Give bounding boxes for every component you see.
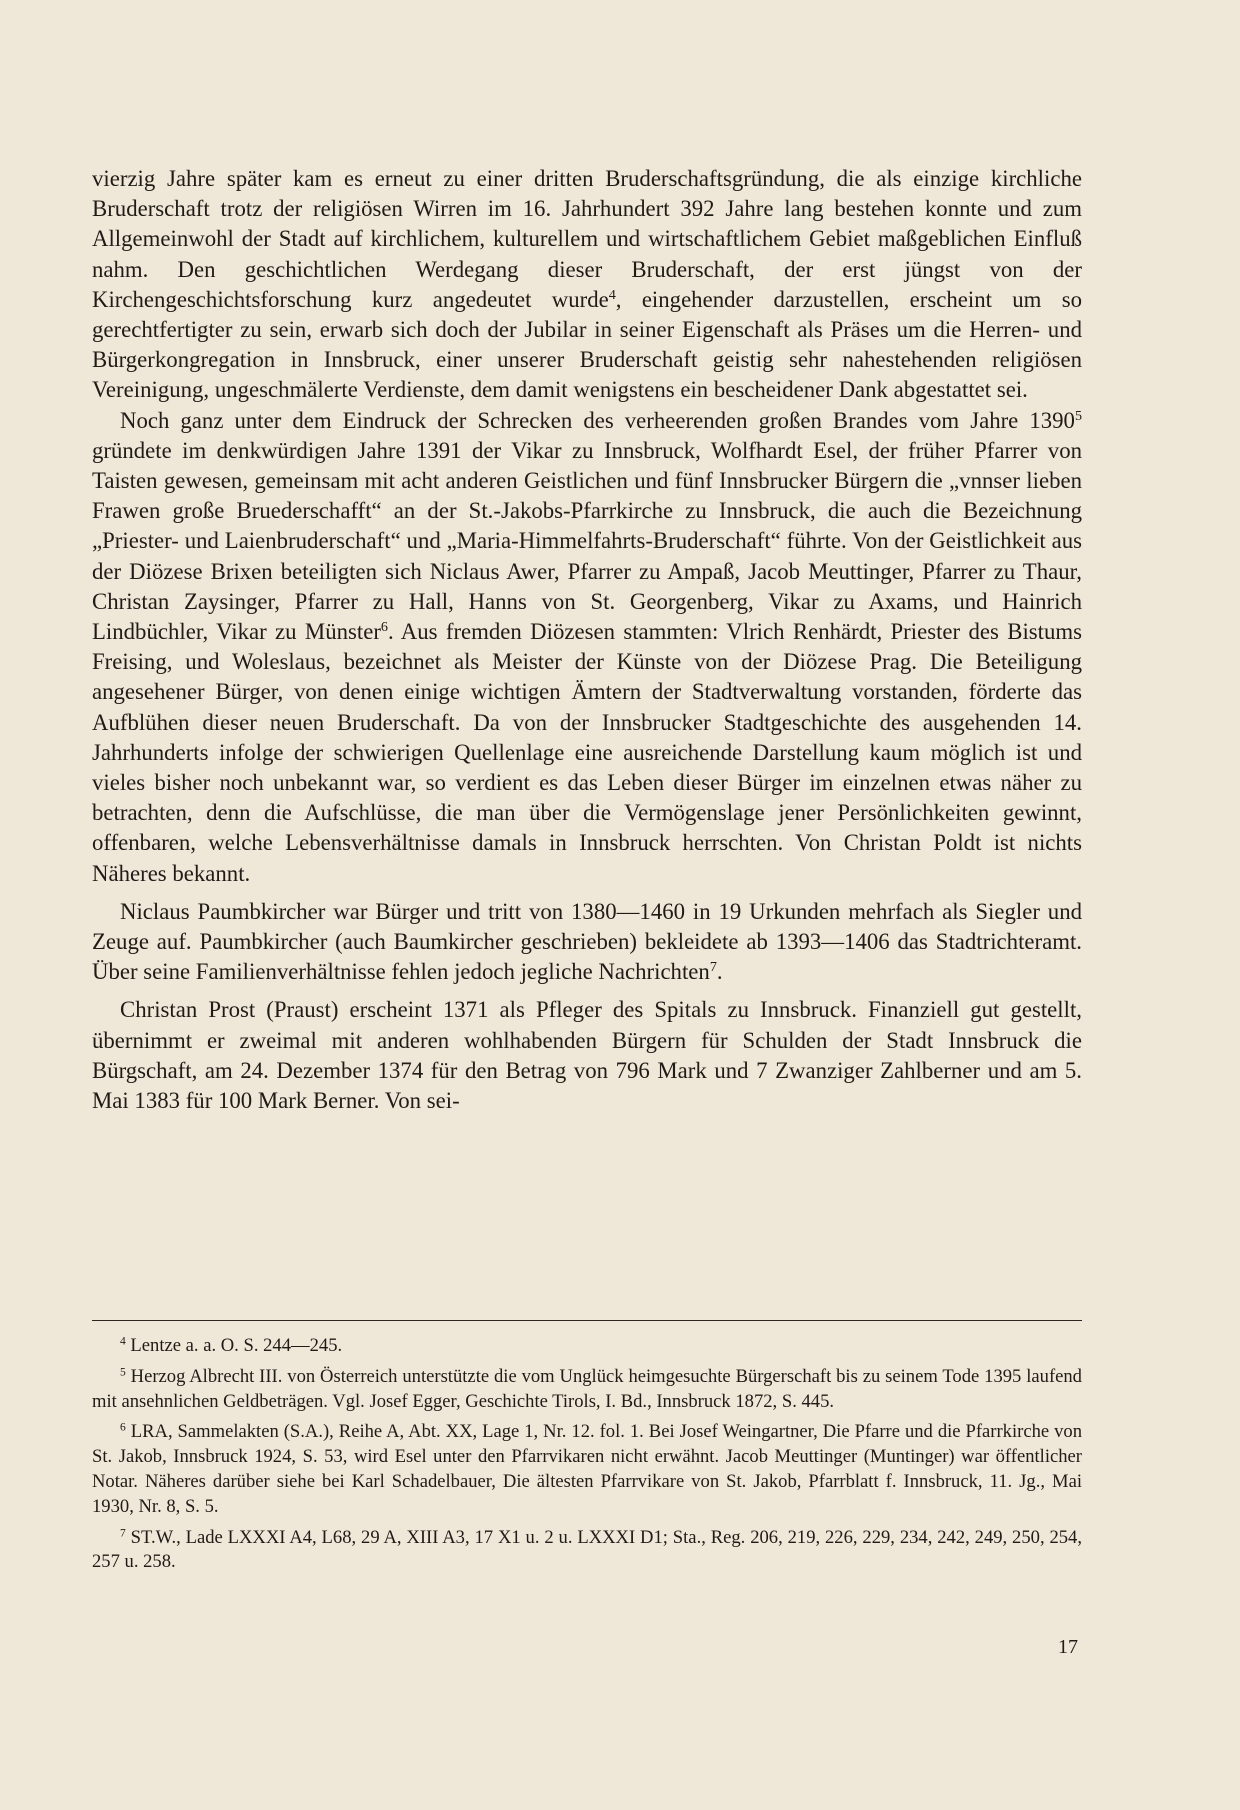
body-text [92, 164, 1082, 1116]
footnote-4: $^4$ Lentze a. a. O. S. 244—245. [120, 1335, 343, 1356]
footnote-ref-5[interactable]: 5 [1074, 407, 1082, 424]
footnote-ref-6[interactable]: 6 [380, 619, 388, 636]
page-number: 17 [1058, 1636, 1078, 1658]
footnote-6: $^6$ LRA, Sammelakten (S.A.), Reihe A, Abt. XX, Lage 1, Nr. 12. fol. 1. Bei Josef Weingartner, Die Pfarre und die Pfarrkirche von St. Jakob, Innsbruck 1924, S. 53, wird Esel unter den Pfarrvikaren nicht erwähnt. Jacob Meuttinger (Muntinger) war öffentlicher Notar. Näheres darüber siehe bei Karl Schadelbauer, Die ältesten Pfarrvikare von St. Jakob, Pfarrblatt f. Innsbruck, 11. Jg., Mai 1930, Nr. 8, S. 5. [92, 1421, 1082, 1517]
footnote-ref-7[interactable]: 7 [709, 959, 717, 976]
footnote-ref-4[interactable]: 4 [608, 287, 616, 304]
paragraph-2: Noch ganz unter dem Eindruck der Schrecken des verheerenden großen Brandes vom Jahre 1390$^5$ gründete im denkwürdigen Jahre 1391 der Vikar zu Innsbruck, Wolfhardt Esel, der früher Pfarrer von Taisten gewesen, gemeinsam mit acht anderen Geistlichen und fünf Innsbrucker Bürgern die „vnnser lieben Frawen große Bruederschafft“ an der St.-Jakobs-Pfarrkirche zu Innsbruck, die auch die Bezeichnung „Priester- und Laienbruderschaft“ und „Maria-Himmelfahrts-Bruderschaft“ führte. Von der Geistlichkeit aus der Diözese Brixen beteiligten sich Niclaus Awer, Pfarrer zu Ampaß, Jacob Meuttinger, Pfarrer zu Thaur, Christan Zaysinger, Pfarrer zu Hall, Hanns von St. Georgenberg, Vikar zu Axams, und Hainrich Lindbüchler, Vikar zu Münster$^6$. Aus fremden Diözesen stammten: Vlrich Renhärdt, Priester des Bistums Freising, und Woleslaus, bezeichnet als Meister der Künste von der Diözese Prag. Die Beteiligung angesehener Bürger, von denen einige wichtigen Ämtern der Stadtverwaltung vorstanden, förderte das Aufblühen dieser neuen Bruderschaft. Da von der Innsbrucker Stadtgeschichte des ausgehenden 14. Jahrhunderts infolge der schwierigen Quellenlage eine ausreichende Darstellung kaum möglich ist und vieles bisher noch unbekannt war, so verdient es das Leben dieser Bürger im einzelnen etwas näher zu betrachten, denn die Aufschlüsse, die man über die Vermögenslage jener Persönlichkeiten gewinnt, offenbaren, welche Lebensverhältnisse damals in Innsbruck herrschten. Von Christan Poldt ist nichts Näheres bekannt. [92, 407, 1082, 886]
paragraph-4: Christan Prost (Praust) erscheint 1371 als Pfleger des Spitals zu Innsbruck. Finanziell gut gestellt, übernimmt er zweimal mit anderen wohlhabenden Bürgern für Schulden der Stadt Innsbruck die Bürgschaft, am 24. Dezember 1374 für den Betrag von 796 Mark und 7 Zwanziger Zahlberner und am 5. Mai 1383 für 100 Mark Berner. Von sei- [92, 997, 1082, 1114]
paragraph-1: vierzig Jahre später kam es erneut zu einer dritten Bruderschaftsgründung, die als einzige kirchliche Bruderschaft trotz der religiösen Wirren im 16. Jahrhundert 392 Jahre lang bestehen konnte und zum Allgemeinwohl der Stadt auf kirchlichem, kulturellem und wirtschaftlichem Gebiet maßgeblichen Einfluß nahm. Den geschichtlichen Werdegang dieser Bruderschaft, der erst jüngst von der Kirchengeschichtsforschung kurz angedeutet wurde$^4$, eingehender darzustellen, erscheint um so gerechtfertigter zu sein, erwarb sich doch der Jubilar in seiner Eigenschaft als Präses um die Herren- und Bürgerkongregation in Innsbruck, einer unserer Bruderschaft geistig sehr nahestehenden religiösen Vereinigung, ungeschmälerte Verdienste, dem damit wenigstens ein bescheidener Dank abgestattet sei. [92, 166, 1083, 403]
footnote-7: $^7$ ST.W., Lade LXXXI A4, L68, 29 A, XIII A3, 17 X1 u. 2 u. LXXXI D1; Sta., Reg. 206, 219, 226, 229, 234, 242, 249, 250, 254, 257 u. 258. [92, 1526, 1082, 1573]
footnote-divider [92, 1320, 1082, 1321]
paragraph-3: Niclaus Paumbkircher war Bürger und tritt von 1380—1460 in 19 Urkunden mehrfach als Siegler und Zeuge auf. Paumbkircher (auch Baumkircher geschrieben) bekleidete ab 1393—1406 das Stadtrichteramt. Über seine Familienverhältnisse fehlen jedoch jegliche Nachrichten$^7$. [92, 898, 1082, 985]
footnote-5: $^5$ Herzog Albrecht III. von Österreich unterstützte die vom Unglück heimgesuchte Bürgerschaft bis zu seinem Tode 1395 laufend mit ansehnlichen Geldbeträgen. Vgl. Josef Egger, Geschichte Tirols, I. Bd., Innsbruck 1872, S. 445. [92, 1365, 1082, 1412]
footnotes [92, 1334, 1082, 1581]
